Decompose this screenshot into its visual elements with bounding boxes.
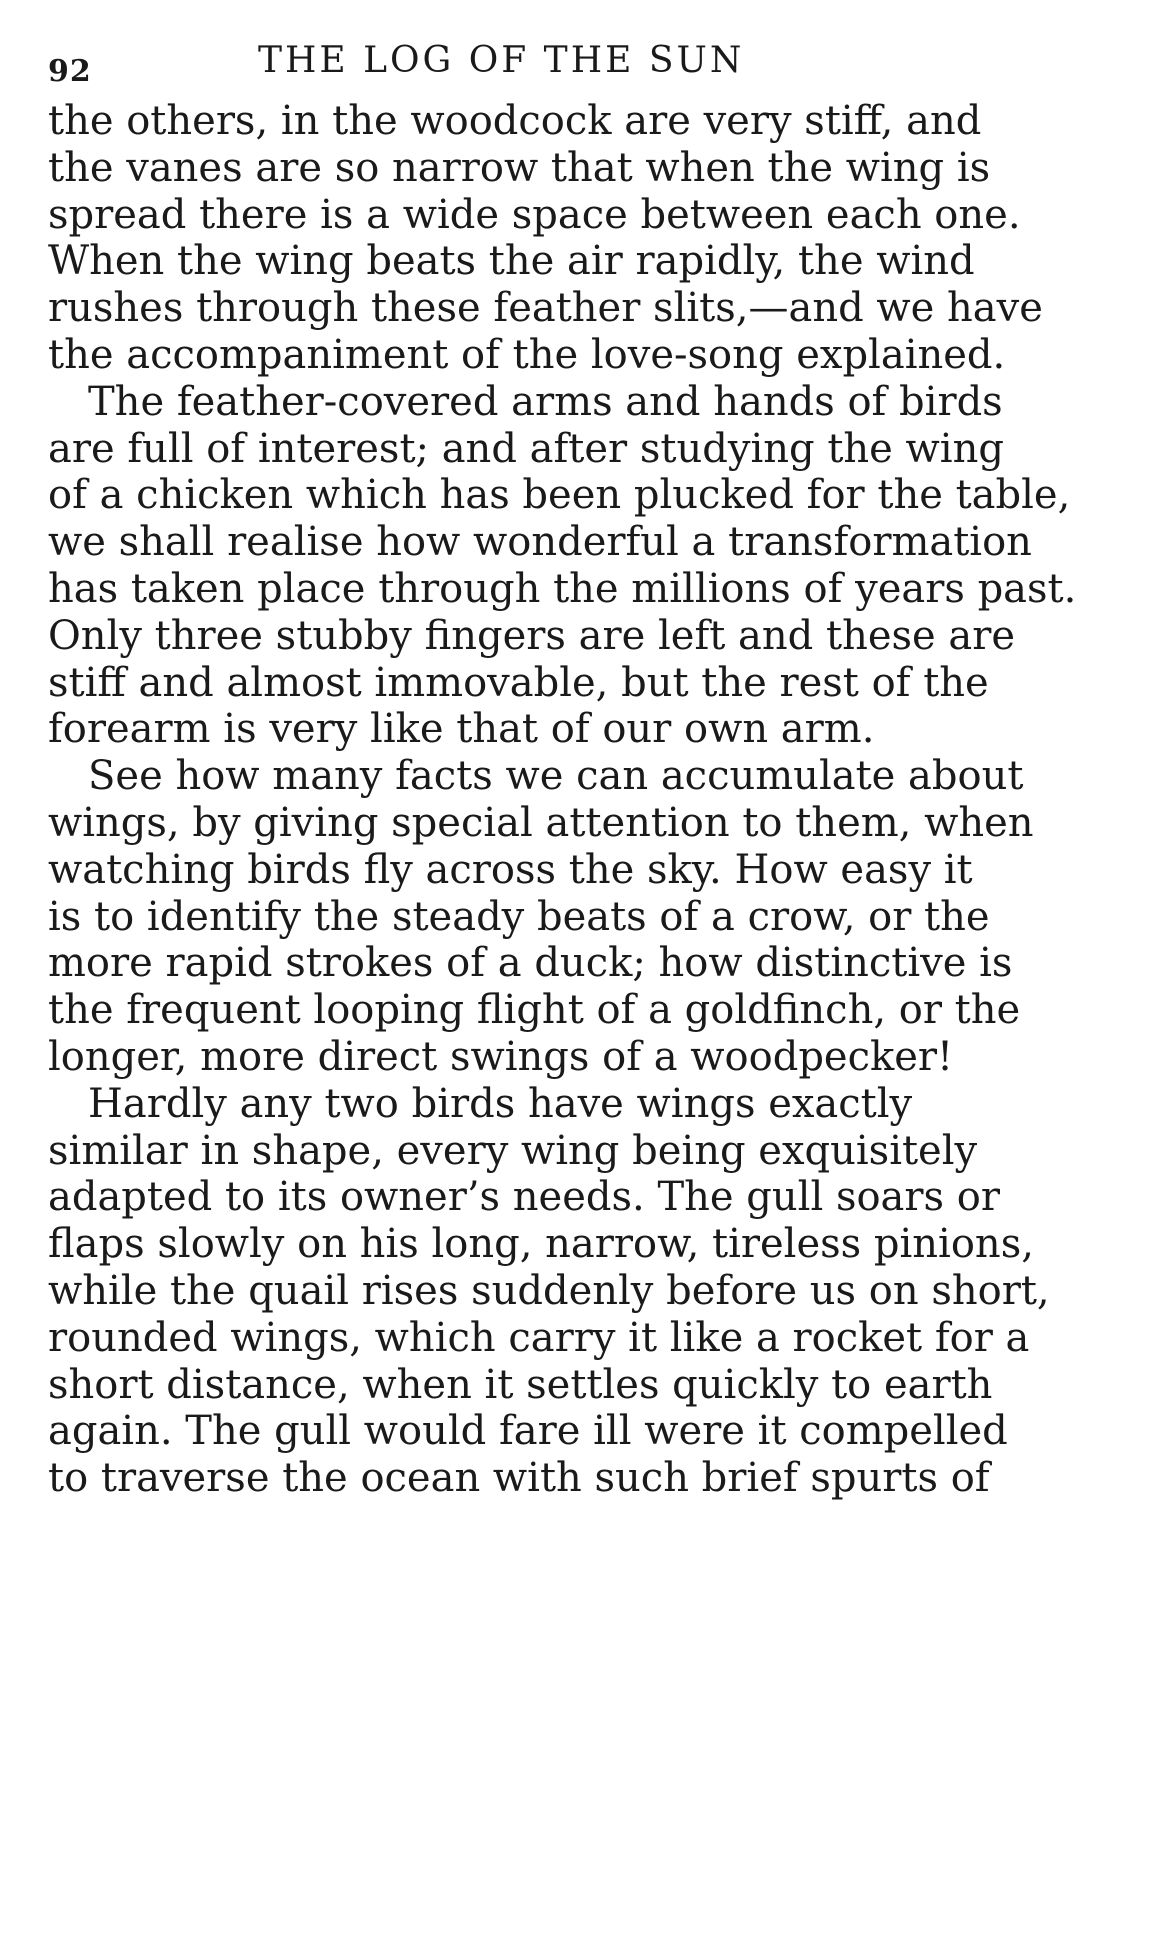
- text-line: wings, by giving special attention to them, when: [48, 799, 1034, 846]
- text-line: the vanes are so narrow that when the wing is: [48, 144, 991, 191]
- paragraph-2: [48, 378, 1077, 753]
- text-line: forearm is very like that of our own arm.: [48, 706, 875, 753]
- text-line: The feather-covered arms and hands of birds: [88, 378, 1003, 425]
- text-line: has taken place through the millions of years past.: [48, 565, 1077, 612]
- text-line: When the wing beats the air rapidly, the wind: [48, 238, 975, 285]
- running-title: THE LOG OF THE SUN: [258, 40, 745, 81]
- running-head: [48, 40, 868, 90]
- text-line: See how many facts we can accumulate about: [88, 753, 1024, 800]
- text-line: of a chicken which has been plucked for the table,: [48, 472, 1071, 519]
- text-line: Only three stubby fingers are left and these are: [48, 612, 1016, 659]
- text-line: to traverse the ocean with such brief spurts of: [48, 1455, 990, 1502]
- text-line: is to identify the steady beats of a crow, or the: [48, 893, 990, 940]
- text-line: adapted to its owner’s needs. The gull soars or: [48, 1174, 1000, 1221]
- text-line: the frequent looping flight of a goldfinch, or the: [48, 987, 1021, 1034]
- body-text: [48, 98, 1077, 1502]
- text-line: short distance, when it settles quickly to earth: [48, 1361, 993, 1408]
- text-line: flaps slowly on his long, narrow, tireless pinions,: [48, 1221, 1034, 1268]
- text-line: while the quail rises suddenly before us on short,: [48, 1267, 1050, 1314]
- text-line: stiff and almost immovable, but the rest of the: [48, 659, 989, 706]
- text-line: similar in shape, every wing being exquisitely: [48, 1127, 978, 1174]
- text-line: rushes through these feather slits,—and we have: [48, 285, 1043, 332]
- text-line: again. The gull would fare ill were it compelled: [48, 1408, 1008, 1455]
- text-line: longer, more direct swings of a woodpecker!: [48, 1033, 954, 1080]
- text-line: we shall realise how wonderful a transformation: [48, 519, 1032, 566]
- text-line: watching birds fly across the sky. How easy it: [48, 846, 973, 893]
- paragraph-3: [48, 753, 1034, 1081]
- paragraph-1: [48, 98, 1043, 379]
- text-line: spread there is a wide space between each one.: [48, 191, 1021, 238]
- text-line: the accompaniment of the love-song explained.: [48, 331, 1006, 378]
- page-number: 92: [48, 54, 92, 89]
- text-line: more rapid strokes of a duck; how distinctive is: [48, 940, 1013, 987]
- text-line: the others, in the woodcock are very stiff, and: [48, 98, 982, 144]
- text-line: rounded wings, which carry it like a rocket for a: [48, 1314, 1030, 1361]
- paragraph-4: [48, 1080, 1050, 1502]
- text-line: Hardly any two birds have wings exactly: [88, 1080, 913, 1127]
- text-line: are full of interest; and after studying the wing: [48, 425, 1004, 472]
